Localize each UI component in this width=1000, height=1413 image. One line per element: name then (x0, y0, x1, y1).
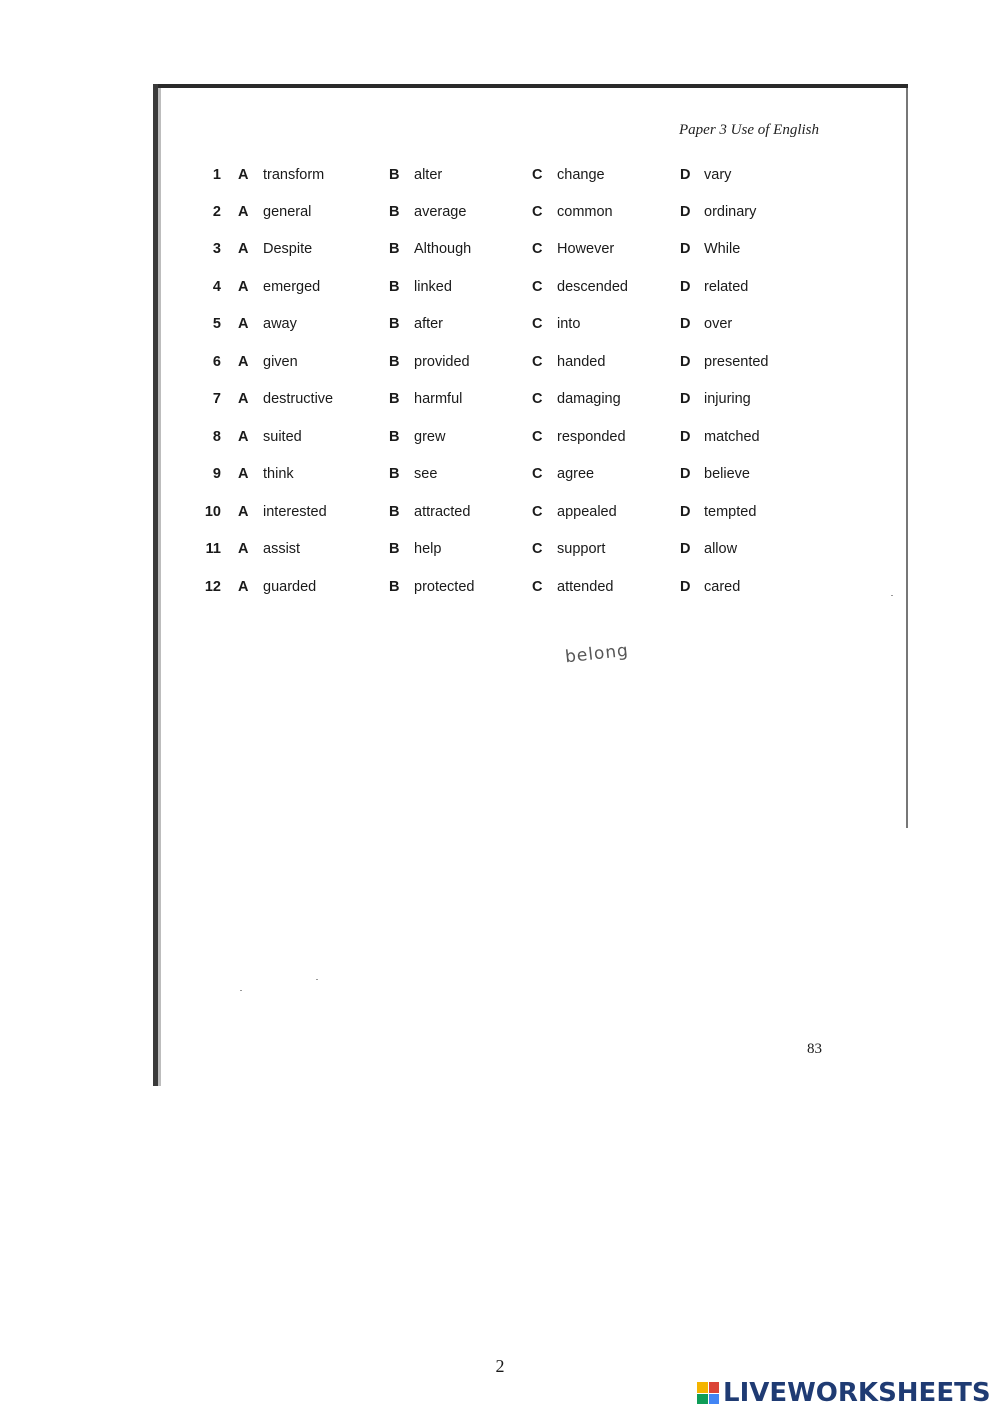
option-text: assist (263, 541, 301, 557)
option-text: appealed (557, 504, 617, 520)
footer-page-number: 2 (495, 1356, 505, 1376)
option-letter: B (389, 354, 400, 370)
scan-edge-right (906, 88, 908, 828)
option-text: general (263, 204, 312, 220)
option-letter: C (532, 579, 543, 595)
question-row (193, 316, 793, 340)
question-number: 3 (212, 241, 221, 257)
option-letter: A (238, 504, 249, 520)
option-text: average (414, 204, 467, 220)
option-letter: A (238, 354, 249, 370)
option-text: over (704, 316, 733, 332)
option-letter: A (238, 429, 249, 445)
option-letter: B (389, 279, 400, 295)
option-letter: C (532, 466, 543, 482)
option-letter: D (680, 241, 691, 257)
option-letter: A (238, 391, 249, 407)
option-text: linked (414, 279, 452, 295)
question-row (193, 279, 793, 303)
option-letter: D (680, 167, 691, 183)
option-letter: A (238, 279, 249, 295)
option-letter: D (680, 466, 691, 482)
option-letter: A (238, 167, 249, 183)
option-text: tempted (704, 504, 757, 520)
scan-speck (891, 595, 893, 596)
question-row (193, 466, 793, 490)
option-text: change (557, 167, 605, 183)
option-letter: A (238, 579, 249, 595)
option-letter: A (238, 241, 249, 257)
liveworksheets-wordmark: LIVEWORKSHEETS (723, 1378, 991, 1408)
option-text: presented (704, 354, 769, 370)
question-number: 12 (204, 579, 221, 595)
question-row (193, 429, 793, 453)
option-letter: C (532, 241, 543, 257)
option-text: protected (414, 579, 475, 595)
option-letter: D (680, 579, 691, 595)
liveworksheets-icon (697, 1382, 719, 1404)
logo-square (709, 1394, 720, 1405)
option-text: alter (414, 167, 443, 183)
option-text: While (704, 241, 741, 257)
question-number: 5 (212, 316, 221, 332)
option-letter: B (389, 466, 400, 482)
option-letter: D (680, 391, 691, 407)
question-number: 9 (212, 466, 221, 482)
option-text: believe (704, 466, 750, 482)
option-text: cared (704, 579, 741, 595)
question-row (193, 241, 793, 265)
question-number: 4 (212, 279, 221, 295)
scan-speck (316, 979, 318, 980)
logo-square (697, 1394, 708, 1405)
option-text: agree (557, 466, 595, 482)
option-text: allow (704, 541, 738, 557)
option-text: attended (557, 579, 614, 595)
question-row (193, 504, 793, 528)
option-letter: B (389, 241, 400, 257)
option-text: into (557, 316, 581, 332)
option-text: attracted (414, 504, 471, 520)
option-letter: D (680, 204, 691, 220)
option-text: away (263, 316, 297, 332)
option-letter: B (389, 504, 400, 520)
question-number: 11 (205, 541, 221, 557)
option-letter: C (532, 316, 543, 332)
question-number: 8 (212, 429, 221, 445)
option-text: given (263, 354, 298, 370)
option-letter: D (680, 504, 691, 520)
option-letter: D (680, 316, 691, 332)
question-number: 7 (212, 391, 221, 407)
option-letter: C (532, 354, 543, 370)
option-text: matched (704, 429, 760, 445)
question-number: 10 (204, 504, 221, 520)
scan-edge-shadow (158, 88, 161, 1086)
option-text: see (414, 466, 438, 482)
option-letter: D (680, 541, 691, 557)
handwritten-note: belong (564, 640, 630, 668)
option-text: Despite (263, 241, 313, 257)
option-text: after (414, 316, 444, 332)
option-letter: D (680, 279, 691, 295)
book-page-number: 83 (807, 1041, 822, 1057)
option-text: vary (704, 167, 732, 183)
option-text: injuring (704, 391, 751, 407)
question-row (193, 579, 793, 603)
option-text: provided (414, 354, 470, 370)
question-row (193, 354, 793, 378)
option-letter: A (238, 541, 249, 557)
question-row (193, 167, 793, 191)
option-text: guarded (263, 579, 317, 595)
page-header: Paper 3 Use of English (679, 122, 819, 138)
option-letter: B (389, 429, 400, 445)
option-text: grew (414, 429, 446, 445)
option-text: emerged (263, 279, 321, 295)
question-number: 1 (212, 167, 221, 183)
option-text: related (704, 279, 749, 295)
option-letter: B (389, 391, 400, 407)
option-letter: C (532, 391, 543, 407)
option-letter: C (532, 279, 543, 295)
option-text: descended (557, 279, 628, 295)
option-text: However (557, 241, 615, 257)
scan-edge-top (153, 84, 908, 88)
option-letter: D (680, 429, 691, 445)
option-letter: B (389, 579, 400, 595)
option-letter: A (238, 204, 249, 220)
option-letter: D (680, 354, 691, 370)
question-number: 2 (212, 204, 221, 220)
option-letter: C (532, 504, 543, 520)
option-text: responded (557, 429, 626, 445)
question-row (193, 204, 793, 228)
option-text: ordinary (704, 204, 757, 220)
option-text: handed (557, 354, 606, 370)
option-letter: B (389, 167, 400, 183)
question-row (193, 391, 793, 415)
scanned-page (153, 84, 908, 1086)
option-text: harmful (414, 391, 463, 407)
option-letter: A (238, 466, 249, 482)
option-letter: C (532, 167, 543, 183)
option-text: think (263, 466, 294, 482)
option-text: transform (263, 167, 325, 183)
scan-speck (240, 990, 242, 991)
option-letter: A (238, 316, 249, 332)
option-text: suited (263, 429, 302, 445)
option-text: damaging (557, 391, 621, 407)
option-letter: B (389, 204, 400, 220)
question-row (193, 541, 793, 565)
question-number: 6 (212, 354, 221, 370)
liveworksheets-logo[interactable] (697, 1378, 993, 1408)
logo-square (697, 1382, 708, 1393)
option-text: help (414, 541, 442, 557)
option-text: common (557, 204, 613, 220)
option-text: Although (414, 241, 472, 257)
option-text: destructive (263, 391, 334, 407)
logo-square (709, 1382, 720, 1393)
option-letter: C (532, 541, 543, 557)
option-letter: C (532, 429, 543, 445)
option-text: support (557, 541, 606, 557)
option-letter: C (532, 204, 543, 220)
option-text: interested (263, 504, 327, 520)
option-letter: B (389, 541, 400, 557)
option-letter: B (389, 316, 400, 332)
